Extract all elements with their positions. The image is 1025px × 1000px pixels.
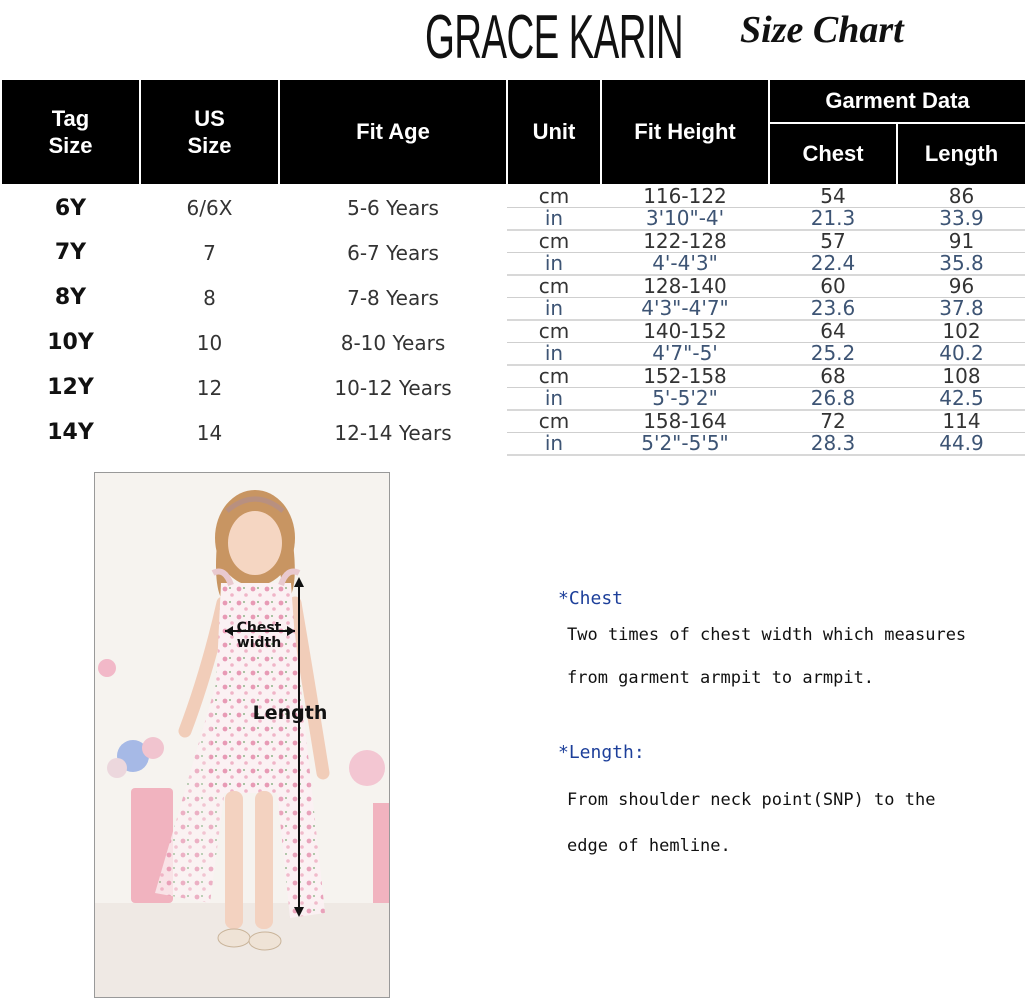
table-row	[1, 185, 1025, 208]
chest-cell: 28.3	[769, 433, 897, 456]
brand-logo: GRACE KARIN	[425, 3, 684, 72]
model-illustration	[95, 473, 389, 997]
unit-cell: in	[507, 253, 601, 276]
chest-note-line1: Two times of chest width which measures	[567, 625, 967, 645]
tag-size-cell: 8Y	[54, 285, 87, 310]
length-label: Length	[252, 702, 328, 724]
unit-cell: cm	[507, 365, 601, 388]
header-tag-size: Tag Size	[1, 79, 140, 185]
length-cell: 44.9	[897, 433, 1025, 456]
length-cell: 86	[897, 185, 1025, 208]
header-fit-height: Fit Height	[601, 79, 769, 185]
chest-cell: 54	[769, 185, 897, 208]
length-note-line1: From shoulder neck point(SNP) to the	[567, 790, 936, 810]
fit-height-cell: 116-122	[601, 185, 769, 208]
table-row	[1, 320, 1025, 343]
fit-age-cell: 8-10 Years	[340, 330, 446, 355]
fit-height-cell: 158-164	[601, 410, 769, 433]
unit-cell: cm	[507, 185, 601, 208]
chest-note-heading: *Chest	[558, 588, 624, 609]
tag-size-cell: 7Y	[54, 240, 87, 265]
us-size-cell: 6/6X	[186, 196, 233, 220]
fit-height-cell: 140-152	[601, 320, 769, 343]
length-cell: 35.8	[897, 253, 1025, 276]
chest-cell: 57	[769, 230, 897, 253]
length-cell: 108	[897, 365, 1025, 388]
unit-cell: cm	[507, 410, 601, 433]
length-note-line2: edge of hemline.	[567, 836, 731, 856]
length-cell: 40.2	[897, 343, 1025, 366]
width-label: width	[236, 635, 282, 651]
tag-size-cell: 6Y	[54, 195, 87, 221]
unit-cell: in	[507, 343, 601, 366]
header-length: Length	[897, 123, 1025, 185]
us-size-cell: 7	[203, 240, 216, 265]
chest-cell: 23.6	[769, 298, 897, 321]
fit-height-cell: 4'-4'3"	[601, 253, 769, 276]
chest-cell: 60	[769, 275, 897, 298]
chest-cell: 21.3	[769, 208, 897, 231]
header-us-size: US Size	[140, 79, 279, 185]
fit-age-cell: 10-12 Years	[334, 375, 452, 400]
length-cell: 91	[897, 230, 1025, 253]
header-garment-data: Garment Data	[769, 79, 1025, 123]
length-cell: 37.8	[897, 298, 1025, 321]
length-cell: 114	[897, 410, 1025, 433]
fit-height-cell: 4'7"-5'	[601, 343, 769, 366]
chest-cell: 25.2	[769, 343, 897, 366]
us-size-cell: 8	[203, 285, 216, 310]
chart-title: Size Chart	[740, 9, 904, 51]
table-row	[1, 230, 1025, 253]
tag-size-cell: 10Y	[47, 330, 94, 355]
tag-size-cell: 12Y	[47, 375, 94, 400]
table-row	[1, 275, 1025, 298]
fit-height-cell: 3'10"-4'	[601, 208, 769, 231]
fit-age-cell: 12-14 Years	[334, 420, 452, 445]
chest-cell: 22.4	[769, 253, 897, 276]
length-cell: 33.9	[897, 208, 1025, 231]
unit-cell: in	[507, 433, 601, 456]
fit-age-cell: 5-6 Years	[347, 196, 439, 220]
unit-cell: in	[507, 208, 601, 231]
fit-height-cell: 5'2"-5'5"	[601, 433, 769, 456]
unit-cell: cm	[507, 275, 601, 298]
length-cell: 96	[897, 275, 1025, 298]
fit-age-cell: 6-7 Years	[347, 240, 439, 265]
fit-age-cell: 7-8 Years	[347, 285, 439, 310]
fit-height-cell: 128-140	[601, 275, 769, 298]
table-row	[1, 410, 1025, 433]
header-unit: Unit	[507, 79, 601, 185]
fit-height-cell: 5'-5'2"	[601, 388, 769, 411]
length-cell: 102	[897, 320, 1025, 343]
unit-cell: cm	[507, 230, 601, 253]
chest-cell: 64	[769, 320, 897, 343]
length-note-heading: *Length:	[558, 742, 645, 763]
chest-note-line2: from garment armpit to armpit.	[567, 668, 875, 688]
chest-cell: 72	[769, 410, 897, 433]
unit-cell: in	[507, 298, 601, 321]
fit-height-cell: 4'3"-4'7"	[601, 298, 769, 321]
us-size-cell: 10	[196, 330, 223, 355]
us-size-cell: 12	[196, 375, 223, 400]
unit-cell: in	[507, 388, 601, 411]
fit-height-cell: 122-128	[601, 230, 769, 253]
chest-label: Chest	[236, 620, 282, 636]
length-cell: 42.5	[897, 388, 1025, 411]
chest-cell: 68	[769, 365, 897, 388]
chest-cell: 26.8	[769, 388, 897, 411]
header-fit-age: Fit Age	[279, 79, 507, 185]
size-chart-table	[0, 78, 1025, 456]
flower-icon	[98, 659, 116, 677]
unit-cell: cm	[507, 320, 601, 343]
tag-size-cell: 14Y	[47, 420, 94, 445]
us-size-cell: 14	[196, 420, 223, 445]
table-row	[1, 365, 1025, 388]
model-photo	[94, 472, 390, 998]
header-chest: Chest	[769, 123, 897, 185]
fit-height-cell: 152-158	[601, 365, 769, 388]
